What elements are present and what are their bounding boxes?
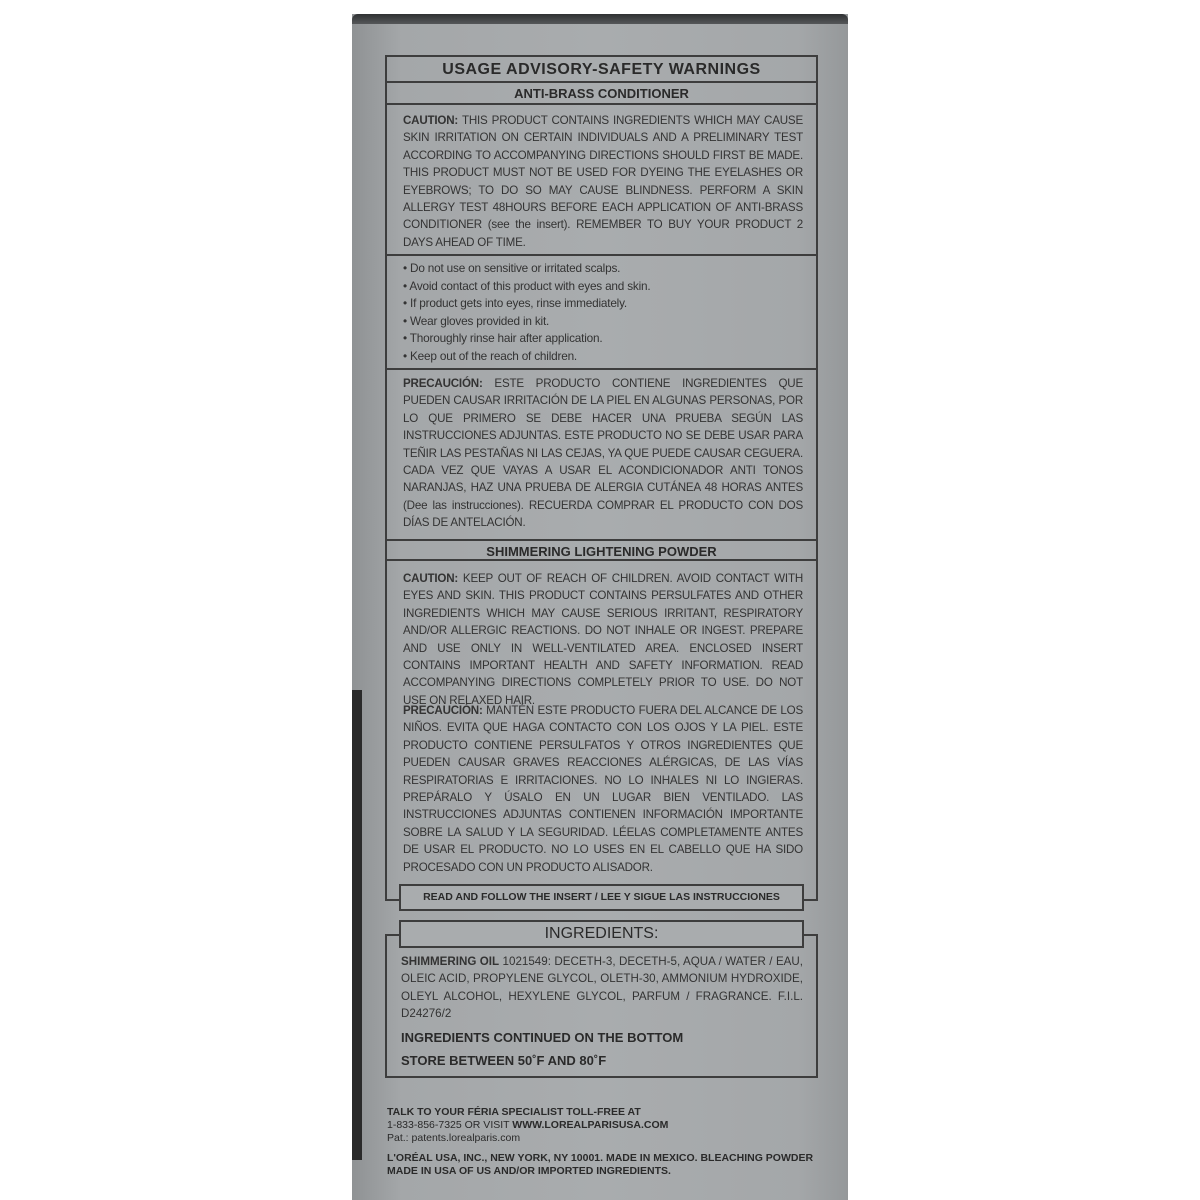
ingredients-continued: INGREDIENTS CONTINUED ON THE BOTTOM <box>401 1030 684 1045</box>
powder-caution-en-text <box>403 570 803 709</box>
bullet-list <box>403 260 803 365</box>
divider <box>387 254 816 256</box>
list-item: • Keep out of the reach of children. <box>403 348 803 366</box>
warnings-title: USAGE ADVISORY-SAFETY WARNINGS <box>387 57 816 83</box>
powder-caution-es-label: PRECAUCIÓN: <box>403 704 483 717</box>
footer-line-2 <box>387 1119 827 1132</box>
divider <box>387 368 816 370</box>
footer-contact <box>387 1106 827 1145</box>
section-anti-brass-title: ANTI-BRASS CONDITIONER <box>387 83 816 105</box>
list-item: • Wear gloves provided in kit. <box>403 313 803 331</box>
read-insert-notice: READ AND FOLLOW THE INSERT / LEE Y SIGUE LAS INSTRUCCIONES <box>399 884 804 911</box>
list-item: • Do not use on sensitive or irritated scalps. <box>403 260 803 278</box>
footer-company: L'ORÉAL USA, INC., NEW YORK, NY 10001. MADE IN MEXICO. BLEACHING POWDER MADE IN USA OF US AND/OR IMPORTED INGREDIENTS. <box>387 1152 814 1177</box>
footer-phone: 1-833-856-7325 OR VISIT <box>387 1119 513 1131</box>
powder-caution-es-text <box>403 702 803 876</box>
list-item: • If product gets into eyes, rinse immediately. <box>403 295 803 313</box>
storage-note: STORE BETWEEN 50˚F AND 80˚F <box>401 1053 607 1068</box>
footer-line-1: TALK TO YOUR FÉRIA SPECIALIST TOLL-FREE AT <box>387 1106 641 1118</box>
caution-en-body: THIS PRODUCT CONTAINS INGREDIENTS WHICH MAY CAUSE SKIN IRRITATION ON CERTAIN INDIVIDUALS AND A PRELIMINARY TEST ACCORDING TO ACCOMPANYING DIRECTIONS SHOULD FIRST BE MADE. THIS PRODUCT MUST NOT BE USED FOR DYEING THE EYELASHES OR EYEBROWS; TO DO SO MAY CAUSE BLINDNESS. PERFORM A SKIN ALLERGY TEST 48HOURS BEFORE EACH APPLICATION OF ANTI-BRASS CONDITIONER (see the insert). REMEMBER TO BUY YOUR PRODUCT 2 DAYS AHEAD OF TIME. <box>403 114 803 249</box>
box-left-edge <box>352 690 362 1160</box>
ingredients-text <box>401 953 803 1023</box>
box-top-edge <box>352 14 848 24</box>
ingredients-label: SHIMMERING OIL <box>401 955 500 968</box>
caution-es-text <box>403 375 803 532</box>
footer-patents: Pat.: patents.lorealparis.com <box>387 1132 521 1144</box>
powder-caution-en-label: CAUTION: <box>403 572 459 585</box>
caution-es-label: PRECAUCIÓN: <box>403 377 483 390</box>
warnings-panel <box>385 55 818 901</box>
caution-en-text <box>403 112 803 251</box>
ingredients-title: INGREDIENTS: <box>399 920 804 948</box>
ingredients-body: 1021549: DECETH-3, DECETH-5, AQUA / WATER / EAU, OLEIC ACID, PROPYLENE GLYCOL, OLETH-30, AMMONIUM HYDROXIDE, OLEYL ALCOHOL, HEXYLENE GLYCOL, PARFUM / FRAGRANCE. F.I.L. D24276/2 <box>401 955 803 1021</box>
caution-es-body: ESTE PRODUCTO CONTIENE INGREDIENTES QUE PUEDEN CAUSAR IRRITACIÓN DE LA PIEL EN ALGUNAS PERSONAS, POR LO QUE PRIMERO SE DEBE HACER UNA PRUEBA SEGÚN LAS INSTRUCCIONES ADJUNTAS. ESTE PRODUCTO NO SE DEBE USAR PARA TEÑIR LAS PESTAÑAS NI LAS CEJAS, YA QUE PUEDE CAUSAR CEGUERA. CADA VEZ QUE VAYAS A USAR EL ACONDICIONADOR ANTI TONOS NARANJAS, HAZ UNA PRUEBA DE ALERGIA CUTÁNEA 48 HORAS ANTES (Dee las instrucciones). RECUERDA COMPRAR EL PRODUCTO CON DOS DÍAS DE ANTELACIÓN. <box>403 377 803 530</box>
list-item: • Avoid contact of this product with eyes and skin. <box>403 278 803 296</box>
list-item: • Thoroughly rinse hair after application. <box>403 330 803 348</box>
section-powder-title: SHIMMERING LIGHTENING POWDER <box>387 539 816 561</box>
powder-caution-es-body: MANTÉN ESTE PRODUCTO FUERA DEL ALCANCE DE LOS NIÑOS. EVITA QUE HAGA CONTACTO CON LOS OJOS Y LA PIEL. ESTE PRODUCTO CONTIENE PERSULFATOS Y OTROS INGREDIENTES QUE PUEDEN CAUSAR GRAVES REACCIONES ALÉRGICAS, DE LAS VÍAS RESPIRATORIAS E IRRITACIONES. NO LO INHALES NI LO INGIERAS. PREPÁRALO Y ÚSALO EN UN LUGAR BIEN VENTILADO. LAS INSTRUCCIONES ADJUNTAS CONTIENEN INFORMACIÓN IMPORTANTE SOBRE LA SALUD Y LA SEGURIDAD. LÉELAS COMPLETAMENTE ANTES DE USAR EL PRODUCTO. NO LO USES EN EL CABELLO QUE HA SIDO PROCESADO CON UN PRODUCTO ALISADOR. <box>403 704 803 874</box>
caution-en-label: CAUTION: <box>403 114 459 127</box>
footer-website: WWW.LOREALPARISUSA.COM <box>512 1119 669 1131</box>
powder-caution-en-body: KEEP OUT OF REACH OF CHILDREN. AVOID CONTACT WITH EYES AND SKIN. THIS PRODUCT CONTAINS PERSULFATES AND OTHER INGREDIENTS WHICH MAY CAUSE SERIOUS IRRITANT, RESPIRATORY AND/OR ALLERGIC REACTIONS. DO NOT INHALE OR INGEST. PREPARE AND USE ONLY IN WELL-VENTILATED AREA. ENCLOSED INSERT CONTAINS IMPORTANT HEALTH AND SAFETY INFORMATION. READ ACCOMPANYING DIRECTIONS COMPLETELY PRIOR TO USE. DO NOT USE ON RELAXED HAIR. <box>403 572 803 707</box>
